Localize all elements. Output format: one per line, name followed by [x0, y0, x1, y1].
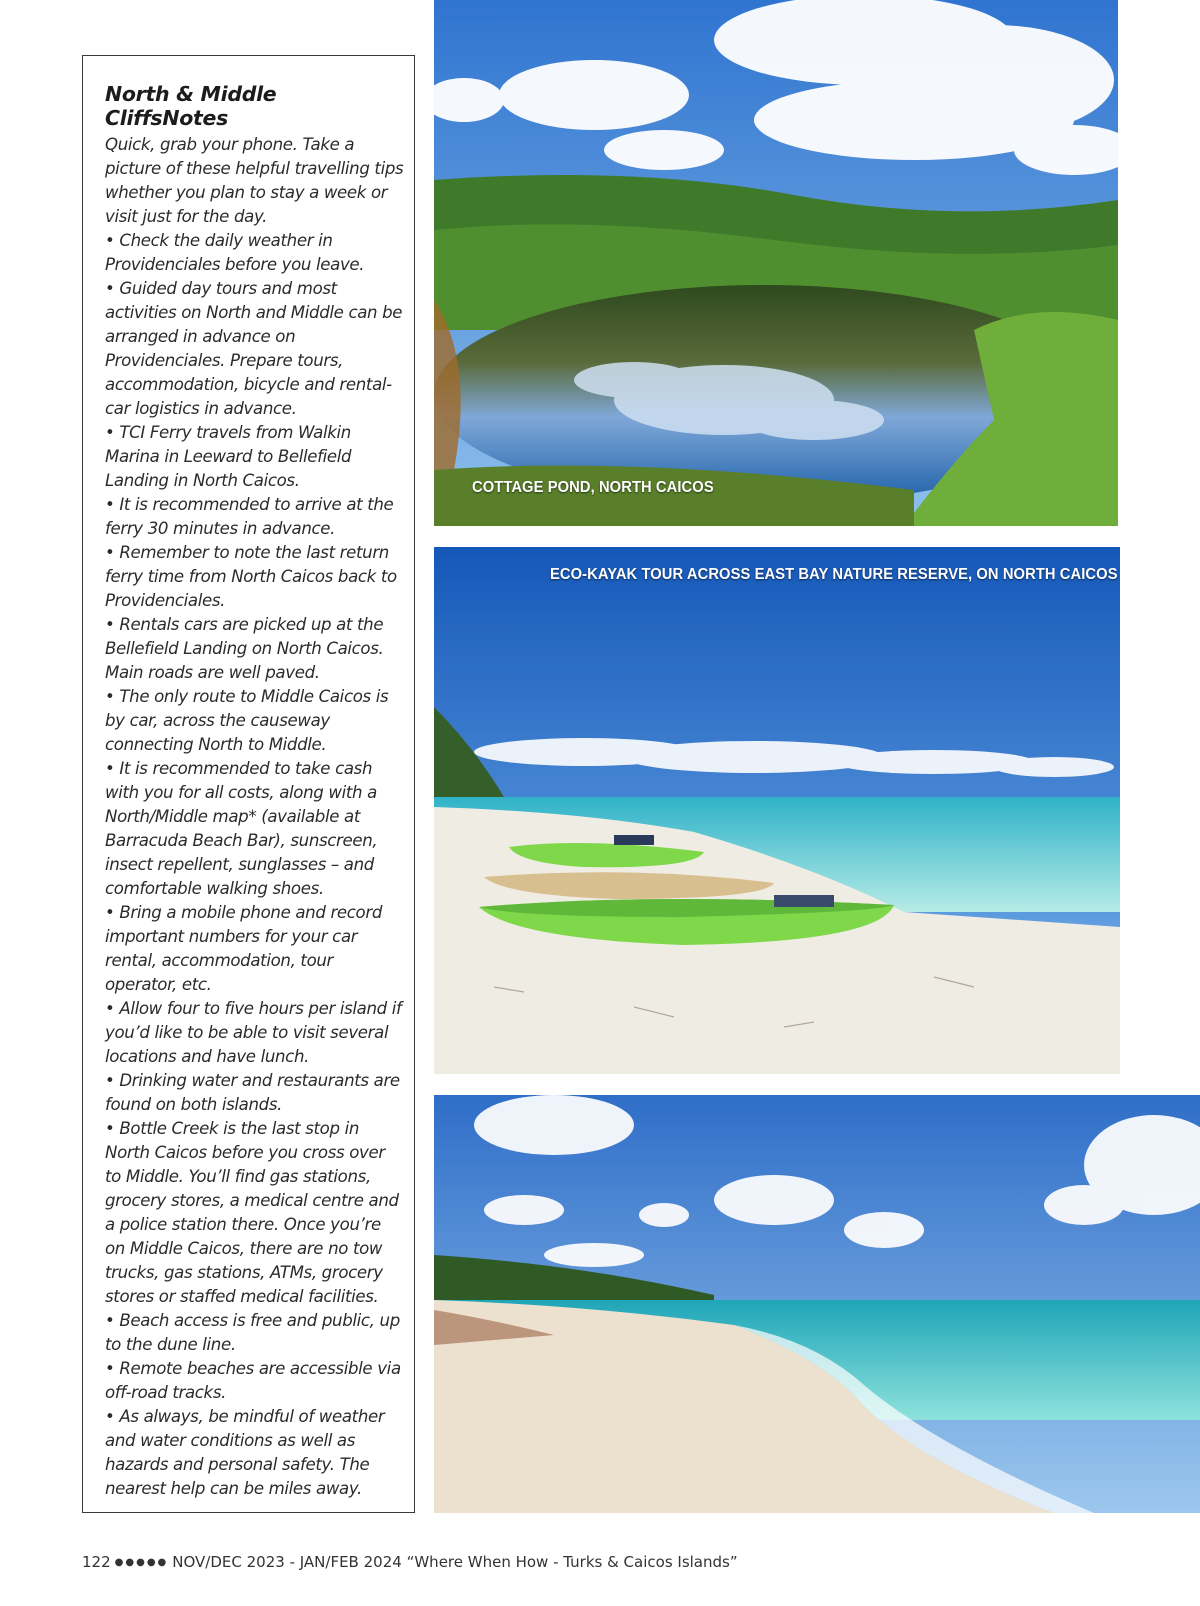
kayak-caption: ECO-KAYAK TOUR ACROSS EAST BAY NATURE RESERVE, ON NORTH CAICOS [550, 566, 1118, 583]
tip-item: • TCI Ferry travels from Walkin Marina in Leeward to Bellefield Landing in North Caicos. [105, 423, 352, 490]
tip-item: • Beach access is free and public, up to the dune line. [105, 1311, 400, 1354]
tip-item: • It is recommended to arrive at the ferry 30 minutes in advance. [105, 495, 394, 538]
pond-illustration [434, 0, 1118, 526]
sidebar-intro: Quick, grab your phone. Take a picture of these helpful travelling tips whether you plan to stay a week or visit just for the day. [105, 135, 404, 226]
tip-item: • As always, be mindful of weather and water conditions as well as hazards and personal safety. The nearest help can be miles away. [105, 1407, 385, 1498]
tip-item: • It is recommended to take cash with you for all costs, along with a North/Middle map* (available at Barracuda Beach Bar), sunscreen, insect repellent, sunglasses – and comfortable walking shoes. [105, 759, 378, 898]
tip-item: • Guided day tours and most activities on North and Middle can be arranged in advance on Providenciales. Prepare tours, accommodation, bicycle and rental-car logistics in advance. [105, 279, 403, 418]
kayak-photo [434, 547, 1120, 1074]
tip-item: • Rentals cars are picked up at the Bellefield Landing on North Caicos. Main roads are well paved. [105, 615, 384, 682]
cottage-pond-photo [434, 0, 1118, 526]
tip-item: • Bottle Creek is the last stop in North Caicos before you cross over to Middle. You’ll find gas stations, grocery stores, a medical centre and a police station there. Once you’re on Middle Caicos, there are no tow trucks, gas stations, ATMs, grocery stores or staffed medical facilities. [105, 1119, 399, 1306]
tip-item: • Check the daily weather in Providenciales before you leave. [105, 231, 365, 274]
beach-illustration [434, 1095, 1200, 1513]
footer-dots: ●●●●● [114, 1557, 169, 1568]
kayak-beach-illustration [434, 547, 1120, 1074]
sidebar-body [105, 133, 404, 1501]
tip-item: • Allow four to five hours per island if you’d like to be able to visit several locations and have lunch. [105, 999, 402, 1066]
tip-item: • Remember to note the last return ferry time from North Caicos back to Providenciales. [105, 543, 397, 610]
tip-item: • Drinking water and restaurants are found on both islands. [105, 1071, 400, 1114]
page-footer [82, 1553, 738, 1571]
pond-caption: COTTAGE POND, NORTH CAICOS [472, 479, 714, 496]
cliffsnotes-sidebar [82, 55, 415, 1513]
issue-dates: NOV/DEC 2023 - JAN/FEB 2024 [172, 1553, 402, 1571]
tip-item: • Bring a mobile phone and record important numbers for your car rental, accommodation, tour operator, etc. [105, 903, 383, 994]
publication-name: “Where When How - Turks & Caicos Islands” [406, 1553, 738, 1571]
page-number: 122 [82, 1553, 111, 1571]
sidebar-title: North & Middle CliffsNotes [105, 82, 277, 130]
tip-item: • Remote beaches are accessible via off-road tracks. [105, 1359, 401, 1402]
beach-photo [434, 1095, 1200, 1513]
tip-item: • The only route to Middle Caicos is by car, across the causeway connecting North to Middle. [105, 687, 389, 754]
